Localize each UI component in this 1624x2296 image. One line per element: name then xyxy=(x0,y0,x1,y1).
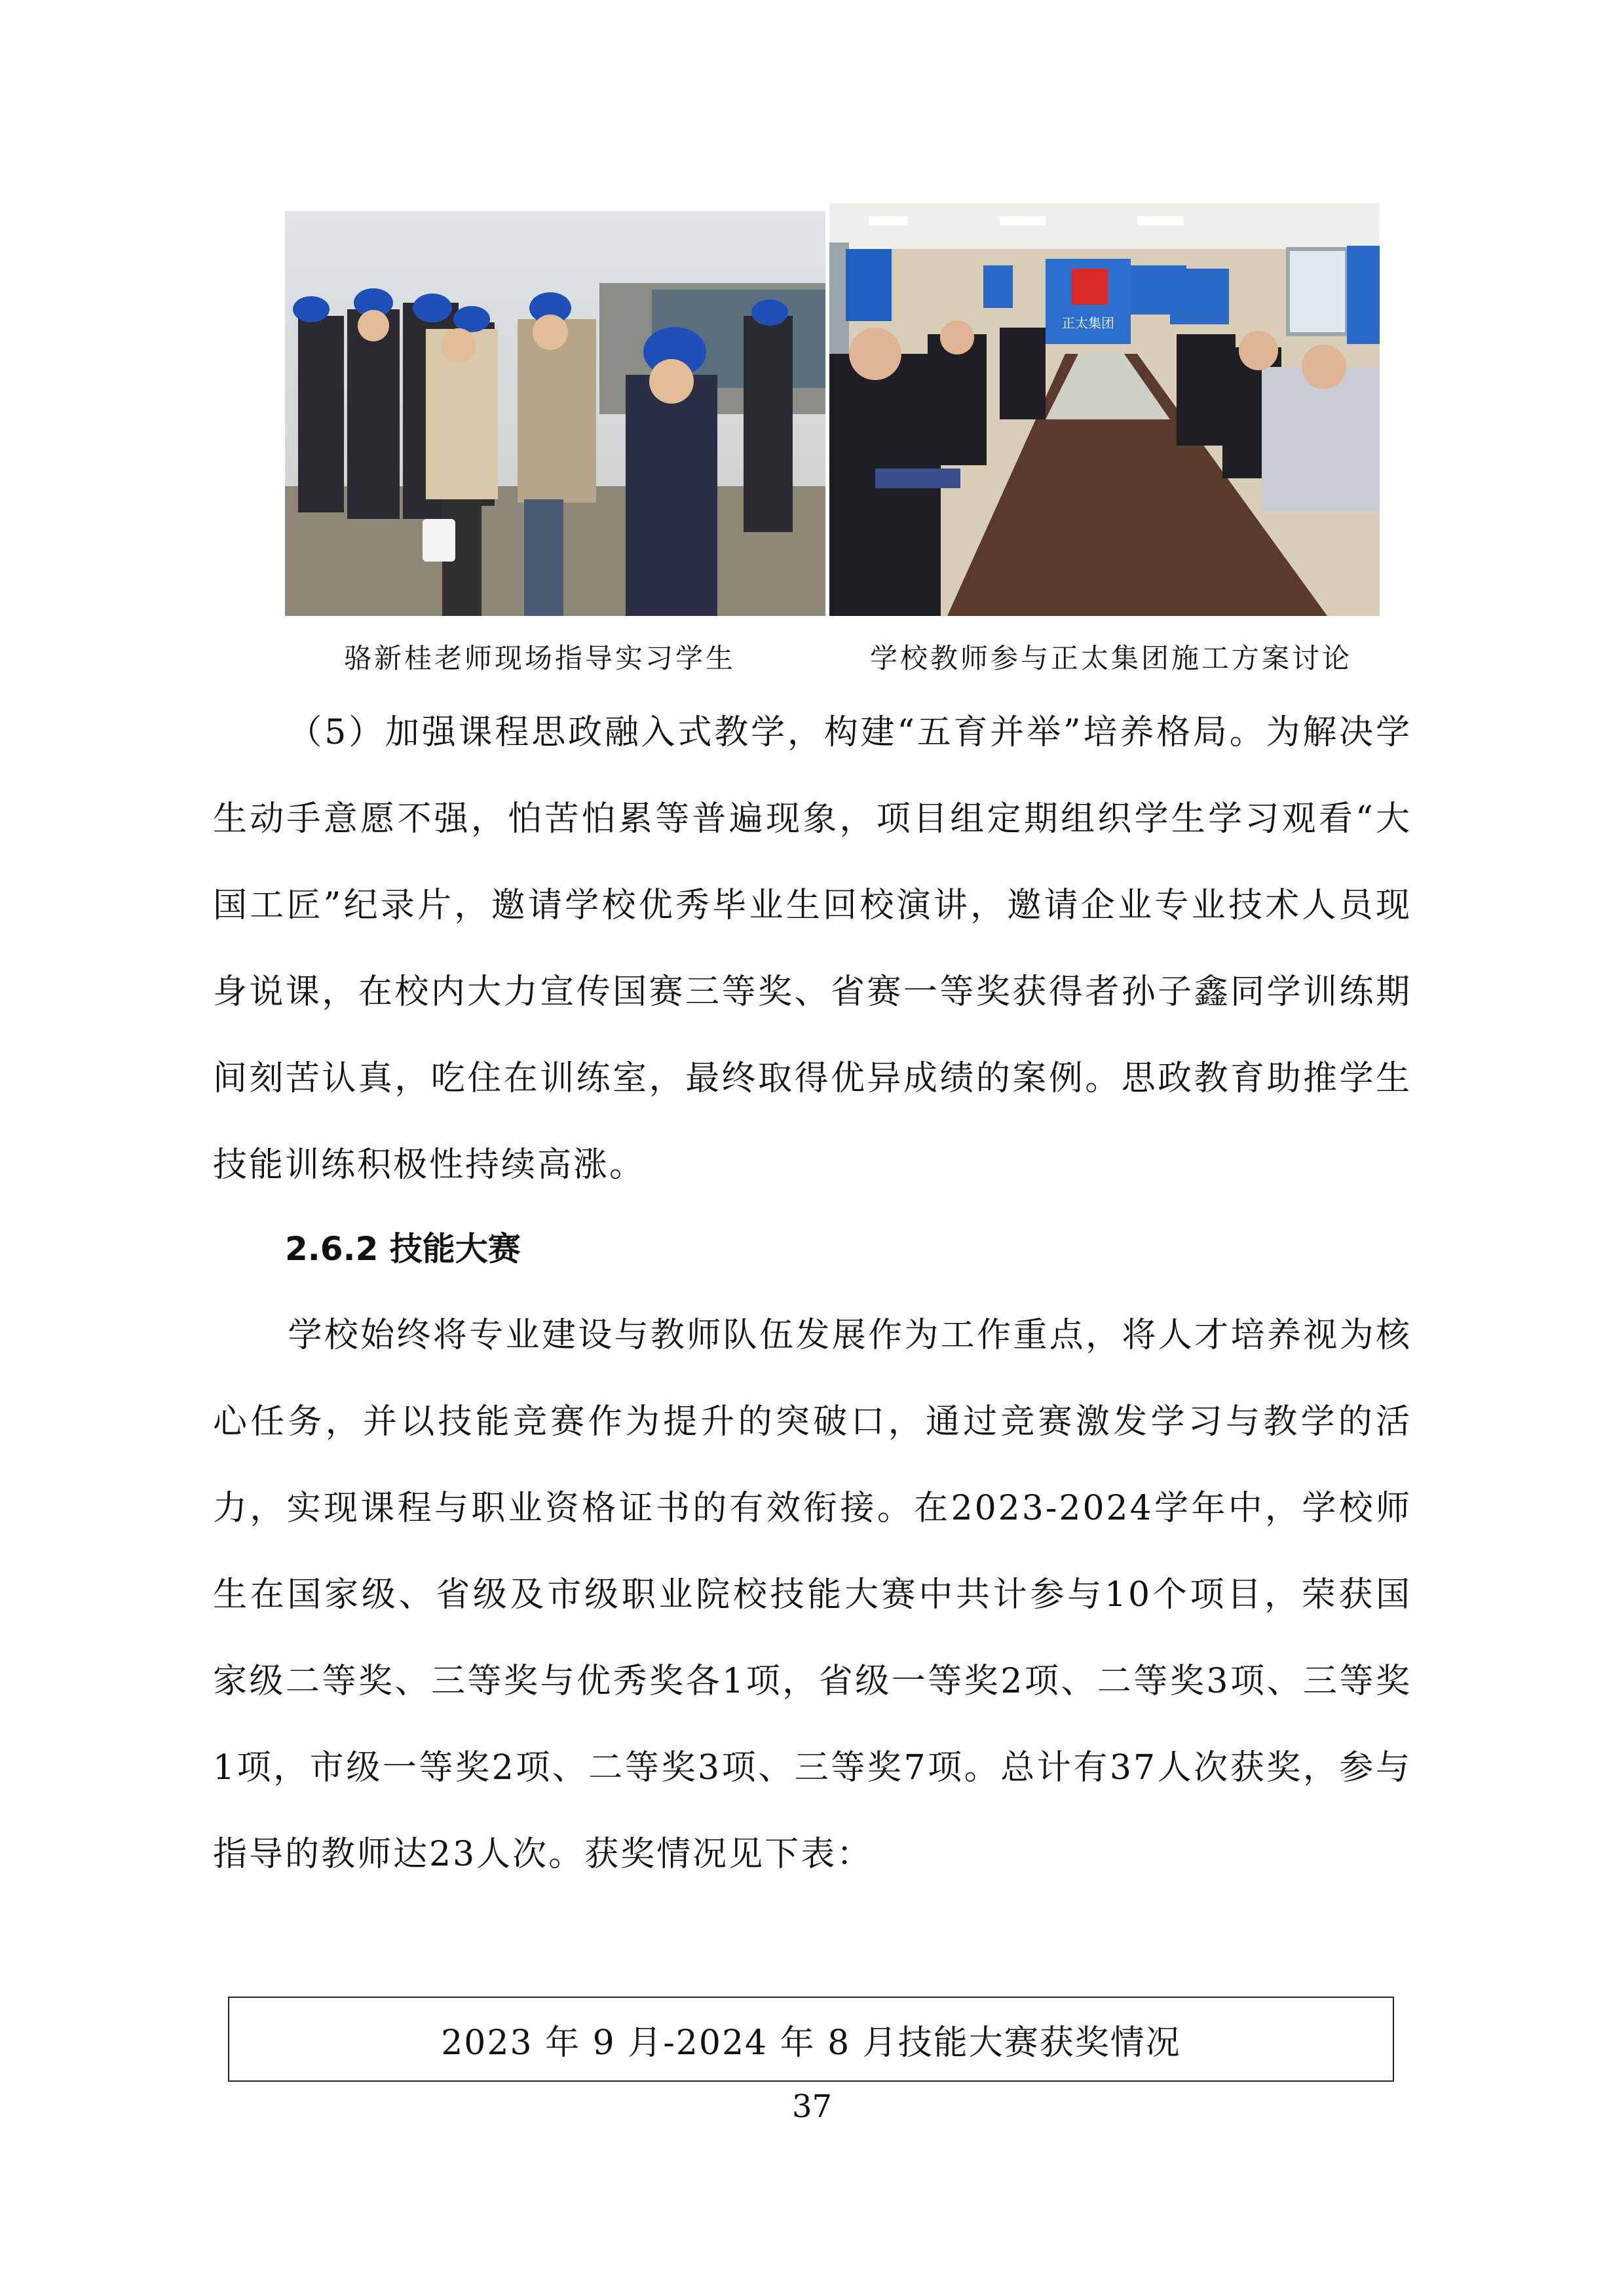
page-number: 37 xyxy=(791,2088,833,2125)
paragraph-ideological-education: （5）加强课程思政融入式教学，构建“五育并举”培养格局。为解决学生动手意愿不强，怕苦怕累等普遍现象，项目组定期组织学生学习观看“大国工匠”纪录片，邀请学校优秀毕业生回校演讲，邀请企业专业技术人员现身说课，在校内大力宣传国赛三等奖、省赛一等奖获得者孙子鑫同学训练期间刻苦认真，吃住在训练室，最终取得优异成绩的案例。思政教育助推学生技能训练积极性持续高涨。 xyxy=(213,713,1412,1185)
paragraph-skills-competition: 学校始终将专业建设与教师队伍发展作为工作重点，将人才培养视为核心任务，并以技能竞赛作为提升的突破口，通过竞赛激发学习与教学的活力，实现课程与职业资格证书的有效衔接。在2023-2024学年中，学校师生在国家级、省级及市级职业院校技能大赛中共计参与10个项目，荣获国家级二等奖、三等奖与优秀奖各1项，省级一等奖2项、二等奖3项、三等奖1项，市级一等奖2项、二等奖3项、三等奖7项。总计有37人次获奖，参与指导的教师达23人次。获奖情况见下表： xyxy=(213,1316,1412,1874)
photo-meeting-discussion xyxy=(829,203,1380,616)
table-title xyxy=(228,1997,1394,2082)
meeting-logo-text: 正太集团 xyxy=(1062,315,1114,331)
table-title-text: 2023 年 9 月-2024 年 8 月技能大赛获奖情况 xyxy=(441,2023,1181,2063)
section-heading: 2.6.2 技能大赛 xyxy=(285,1230,521,1268)
photo-caption-left: 骆新桂老师现场指导实习学生 xyxy=(344,642,736,674)
photo-site-guidance xyxy=(285,211,825,616)
photo-caption-right: 学校教师参与正太集团施工方案讨论 xyxy=(870,642,1353,674)
